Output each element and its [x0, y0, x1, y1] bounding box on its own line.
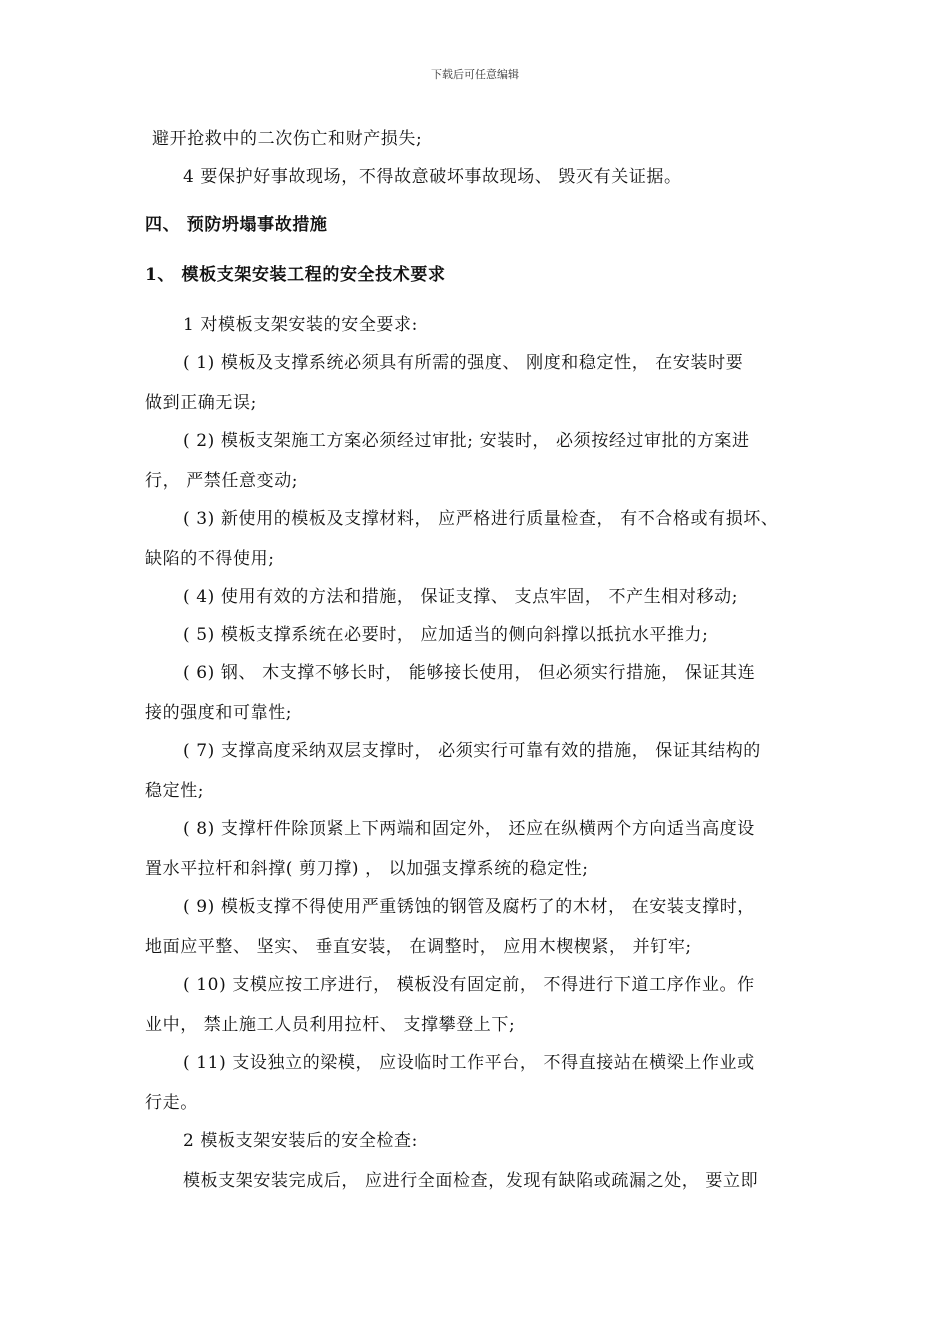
section-heading: 四、 预防坍塌事故措施	[145, 215, 328, 235]
paragraph-line: ( 8) 支撑杆件除顶紧上下两端和固定外， 还应在纵横两个方向适当高度设	[183, 819, 755, 839]
paragraph-line: 行， 严禁任意变动;	[145, 471, 299, 491]
paragraph-line: 2 模板支架安装后的安全检查:	[183, 1131, 418, 1151]
paragraph-line: ( 11) 支设独立的梁模， 应设临时工作平台， 不得直接站在横梁上作业或	[183, 1053, 755, 1073]
paragraph-line: ( 6) 钢、 木支撑不够长时， 能够接长使用， 但必须实行措施， 保证其连	[183, 663, 756, 683]
paragraph-line: 地面应平整、 坚实、 垂直安装， 在调整时， 应用木楔楔紧， 并钉牢;	[145, 937, 692, 957]
subsection-heading: 1、 模板支架安装工程的安全技术要求	[145, 265, 446, 285]
paragraph-line: ( 2) 模板支架施工方案必须经过审批; 安装时， 必须按经过审批的方案进	[183, 431, 750, 451]
paragraph-line: 稳定性;	[145, 781, 205, 801]
page-header: 下载后可任意编辑	[431, 68, 519, 81]
paragraph-line: 业中， 禁止施工人员利用拉杆、 支撑攀登上下;	[145, 1015, 516, 1035]
paragraph-line: ( 5) 模板支撑系统在必要时， 应加适当的侧向斜撑以抵抗水平推力;	[183, 625, 709, 645]
paragraph-line: 模板支架安装完成后， 应进行全面检查，发现有缺陷或疏漏之处， 要立即	[183, 1171, 759, 1191]
paragraph-line: ( 3) 新使用的模板及支撑材料， 应严格进行质量检查， 有不合格或有损坏、	[183, 509, 779, 529]
paragraph-line: 行走。	[145, 1093, 198, 1113]
paragraph-line: ( 9) 模板支撑不得使用严重锈蚀的钢管及腐朽了的木材， 在安装支撑时，	[183, 897, 755, 917]
paragraph-line: 避开抢救中的二次伤亡和财产损失;	[152, 129, 423, 149]
paragraph-line: 接的强度和可靠性;	[145, 703, 293, 723]
paragraph-line: ( 4) 使用有效的方法和措施， 保证支撑、 支点牢固， 不产生相对移动;	[183, 587, 739, 607]
paragraph-line: 1 对模板支架安装的安全要求:	[183, 315, 418, 335]
paragraph-line: 缺陷的不得使用;	[145, 549, 275, 569]
paragraph-line: 置水平拉杆和斜撑( 剪刀撑) ， 以加强支撑系统的稳定性;	[145, 859, 589, 879]
paragraph-line: 4 要保护好事故现场，不得故意破坏事故现场、 毁灭有关证据。	[183, 167, 682, 187]
paragraph-line: 做到正确无误;	[145, 393, 257, 413]
paragraph-line: ( 7) 支撑高度采纳双层支撑时， 必须实行可靠有效的措施， 保证其结构的	[183, 741, 761, 761]
paragraph-line: ( 1) 模板及支撑系统必须具有所需的强度、 刚度和稳定性， 在安装时要	[183, 353, 744, 373]
paragraph-line: ( 10) 支模应按工序进行， 模板没有固定前， 不得进行下道工序作业。作	[183, 975, 755, 995]
